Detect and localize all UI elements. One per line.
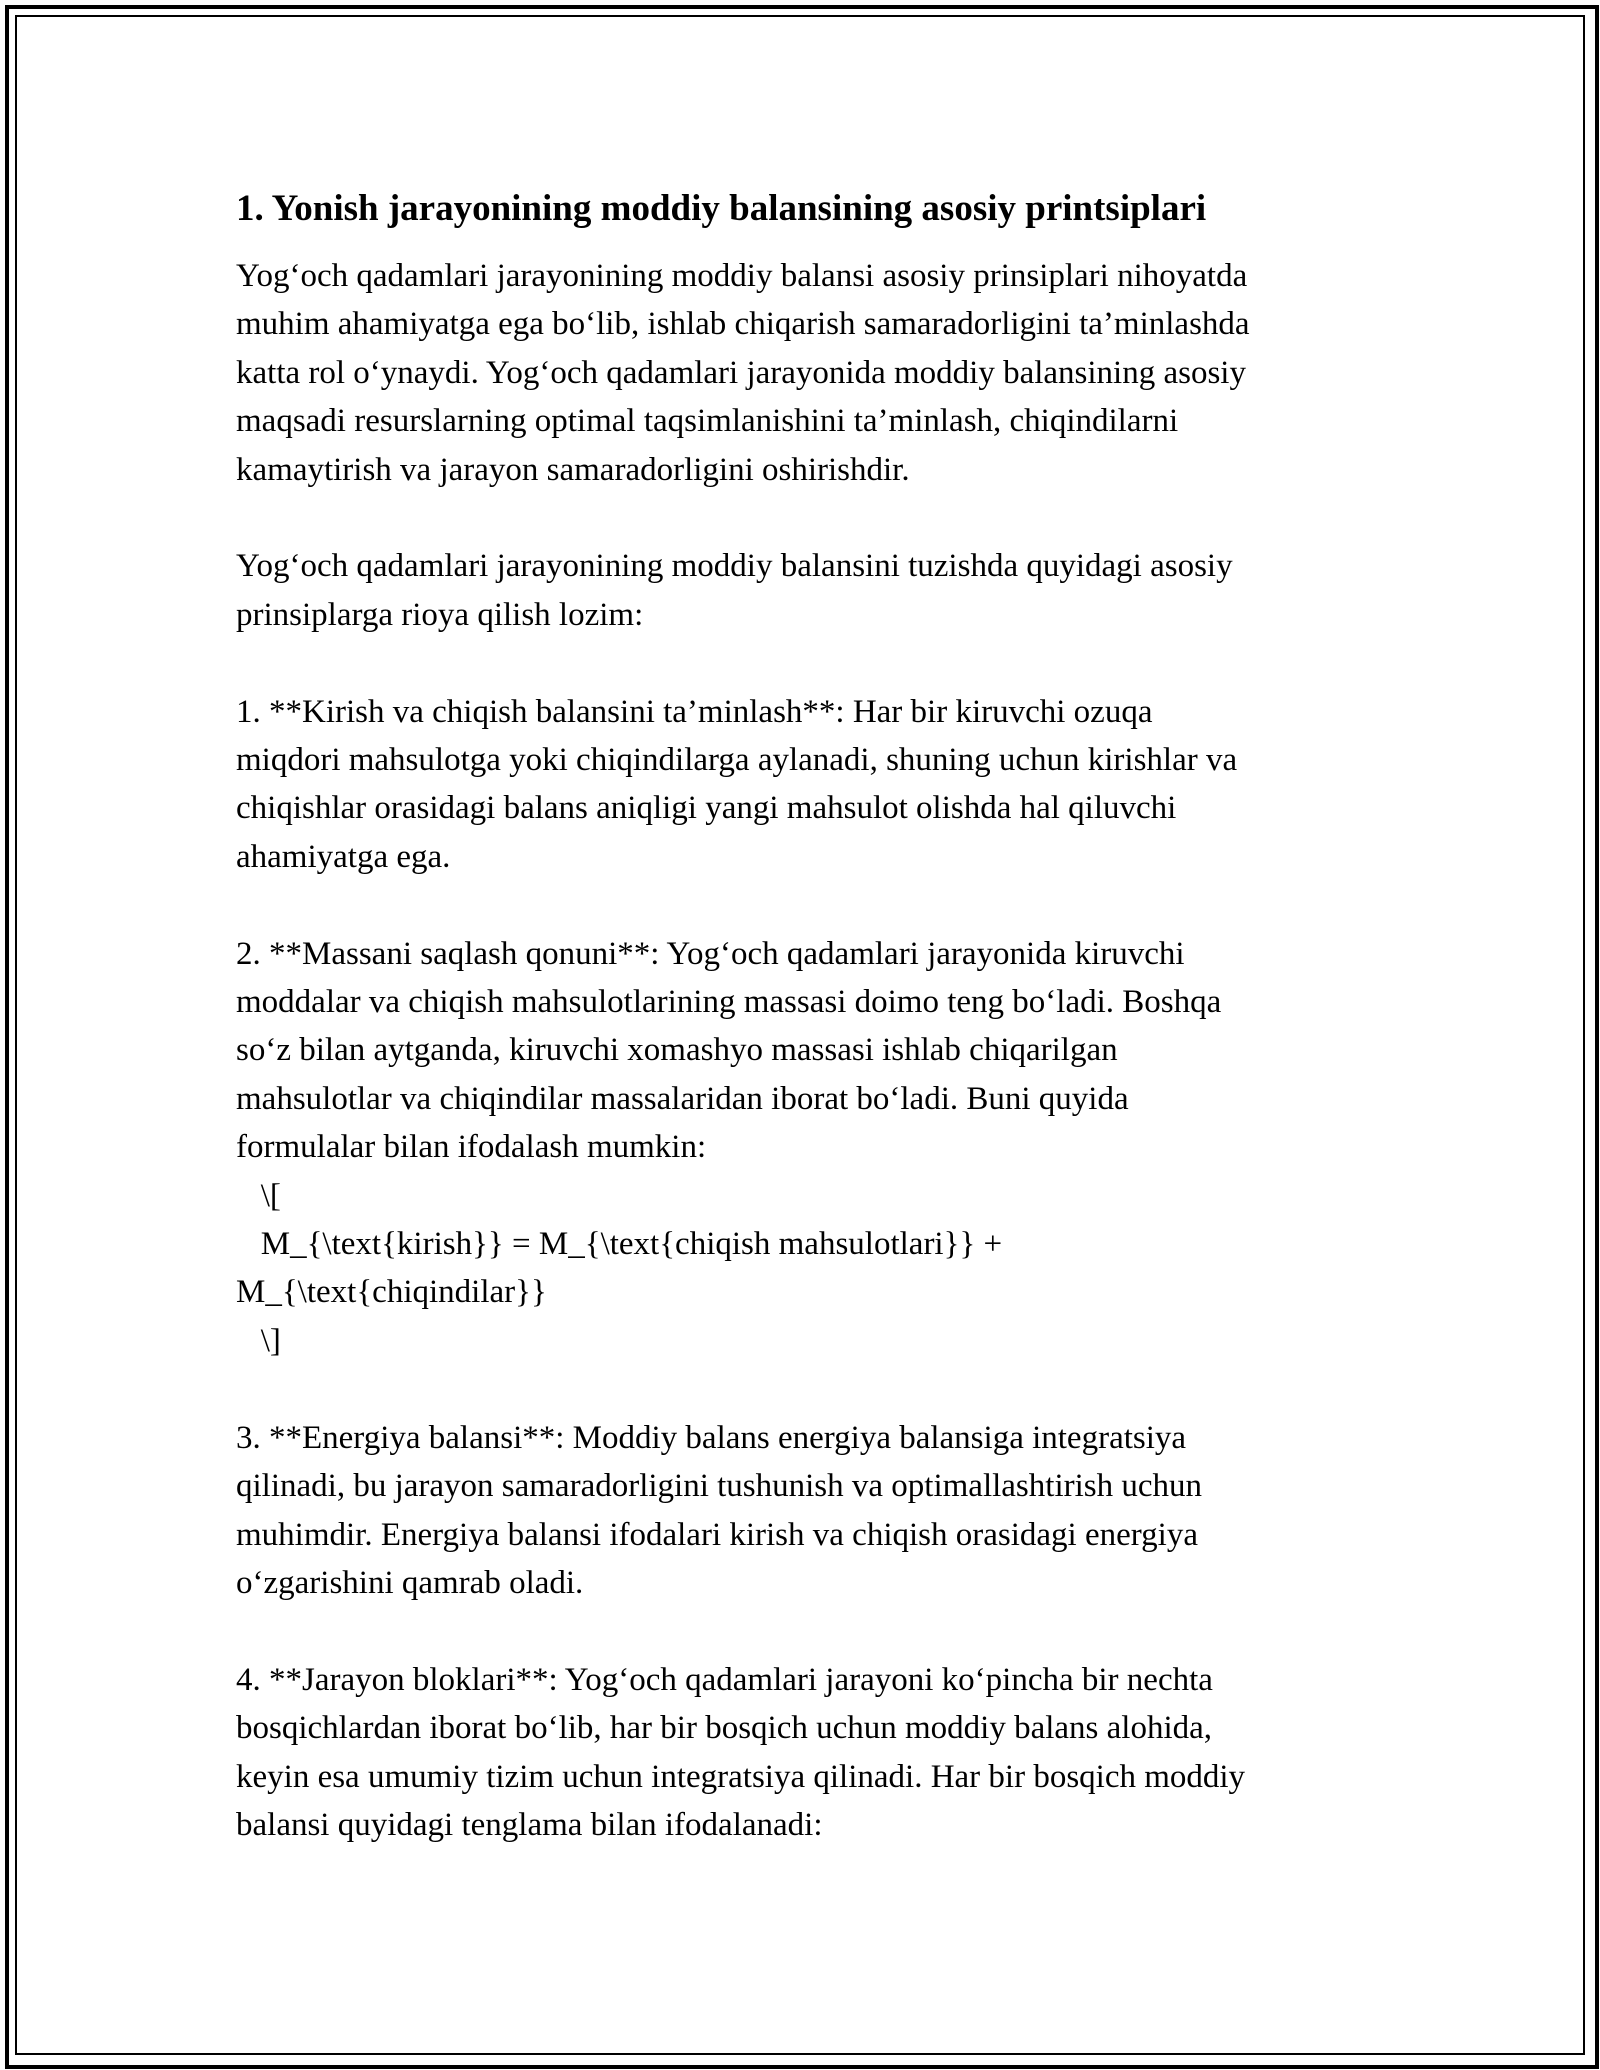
text-line: 4. **Jarayon bloklari**: Yog‘och qadamlari jarayoni ko‘pincha bir nechta xyxy=(236,1661,1213,1698)
text-line: qilinadi, bu jarayon samaradorligini tushunish va optimallashtirish uchun xyxy=(236,1468,1203,1505)
text-line: muhimdir. Energiya balansi ifodalari kirish va chiqish orasidagi energiya xyxy=(236,1516,1198,1553)
text-line: 1. **Kirish va chiqish balansini ta’minlash**: Har bir kiruvchi ozuqa xyxy=(236,693,1153,730)
text-line: bosqichlardan iborat bo‘lib, har bir bosqich uchun moddiy balans alohida, xyxy=(236,1710,1213,1747)
paragraph-4 xyxy=(236,930,1376,1366)
document-body xyxy=(236,186,1376,1849)
text-line: prinsiplarga rioya qilish lozim: xyxy=(236,596,644,633)
text-line: chiqishlar orasidagi balans aniqligi yangi mahsulot olishda hal qiluvchi xyxy=(236,790,1177,827)
text-line: balansi quyidagi tenglama bilan ifodalanadi: xyxy=(236,1806,823,1843)
paragraph-1 xyxy=(236,252,1376,494)
text-line: formulalar bilan ifodalash mumkin: xyxy=(236,1129,707,1166)
text-line: \[ xyxy=(236,1177,281,1214)
paragraph-5 xyxy=(236,1414,1376,1608)
text-line: 2. **Massani saqlash qonuni**: Yog‘och qadamlari jarayonida kiruvchi xyxy=(236,935,1185,972)
text-line: 3. **Energiya balansi**: Moddiy balans energiya balansiga integratsiya xyxy=(236,1419,1187,1456)
text-line: o‘zgarishini qamrab oladi. xyxy=(236,1564,584,1601)
text-line: mahsulotlar va chiqindilar massalaridan iborat bo‘ladi. Buni quyida xyxy=(236,1080,1129,1117)
text-line: M_{\text{chiqindilar}} xyxy=(236,1274,547,1311)
paragraph-container xyxy=(236,252,1376,1849)
section-heading: 1. Yonish jarayonining moddiy balansining asosiy printsiplari xyxy=(236,188,1207,229)
text-line: \] xyxy=(236,1322,281,1359)
paragraph-gap xyxy=(236,881,1376,929)
text-line: Yog‘och qadamlari jarayonining moddiy balansini tuzishda quyidagi asosiy xyxy=(236,548,1233,585)
text-line: ahamiyatga ega. xyxy=(236,838,451,875)
paragraph-gap xyxy=(236,494,1376,542)
text-line: maqsadi resurslarning optimal taqsimlanishini ta’minlash, chiqindilarni xyxy=(236,403,1179,440)
paragraph-gap xyxy=(236,639,1376,687)
paragraph-2 xyxy=(236,542,1376,639)
text-line: kamaytirish va jarayon samaradorligini oshirishdir. xyxy=(236,451,910,488)
paragraph-6 xyxy=(236,1656,1376,1850)
text-line: Yog‘och qadamlari jarayonining moddiy balansi asosiy prinsiplari nihoyatda xyxy=(236,258,1248,294)
text-line: muhim ahamiyatga ega bo‘lib, ishlab chiqarish samaradorligini ta’minlashda xyxy=(236,306,1250,343)
paragraph-gap xyxy=(236,1607,1376,1655)
text-line: katta rol o‘ynaydi. Yog‘och qadamlari jarayonida moddiy balansining asosiy xyxy=(236,354,1246,391)
text-line: miqdori mahsulotga yoki chiqindilarga aylanadi, shuning uchun kirishlar va xyxy=(236,742,1238,779)
text-line: M_{\text{kirish}} = M_{\text{chiqish mahsulotlari}} + xyxy=(236,1226,1003,1263)
text-line: so‘z bilan aytganda, kiruvchi xomashyo massasi ishlab chiqarilgan xyxy=(236,1032,1118,1069)
text-line: moddalar va chiqish mahsulotlarining massasi doimo teng bo‘ladi. Boshqa xyxy=(236,984,1222,1021)
text-line: keyin esa umumiy tizim uchun integratsiya qilinadi. Har bir bosqich moddiy xyxy=(236,1758,1246,1795)
paragraph-gap xyxy=(236,1365,1376,1413)
paragraph-3 xyxy=(236,688,1376,882)
